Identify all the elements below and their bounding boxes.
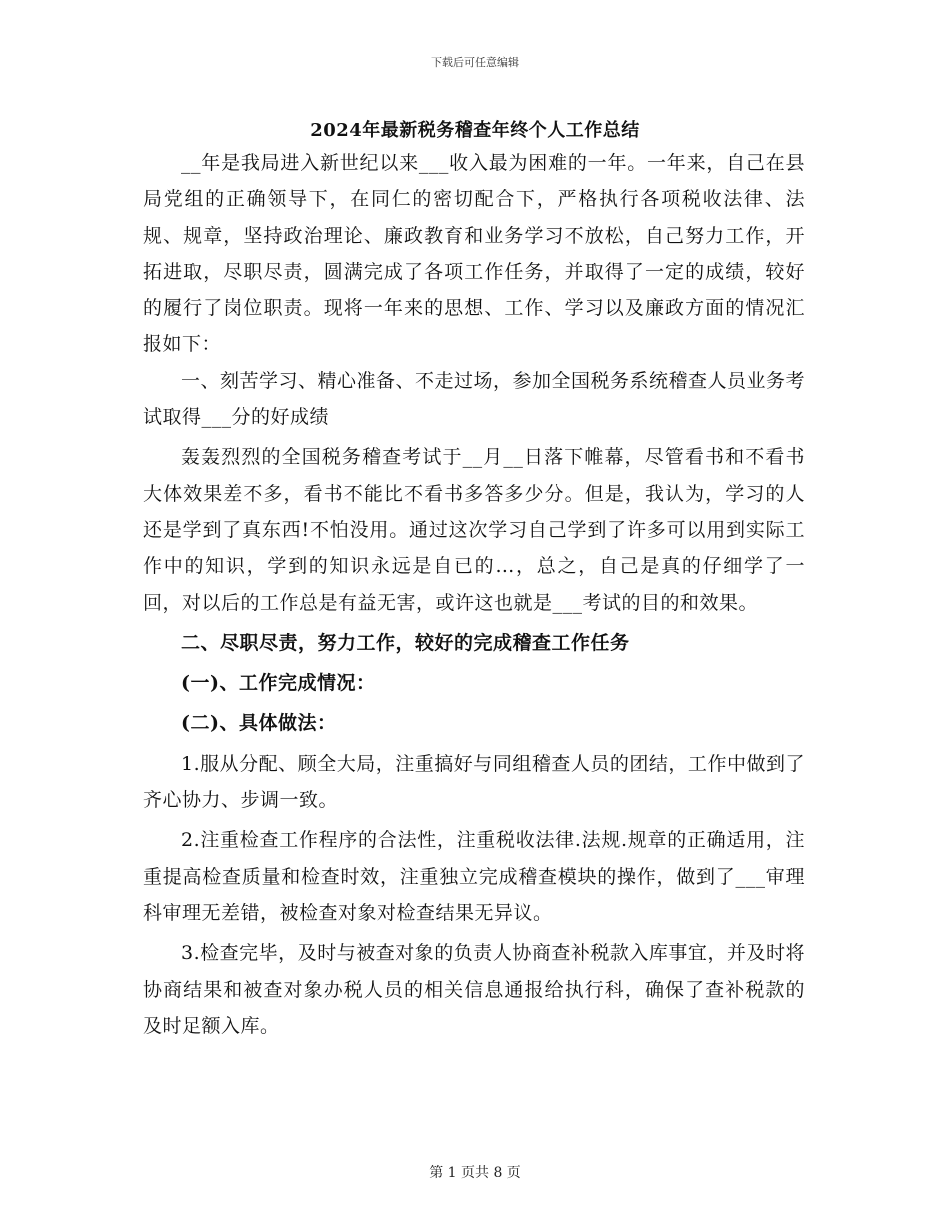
list-item: 2.注重检查工作程序的合法性，注重税收法律.法规.规章的正确适用，注重提高检查质量和检查时效，注重独立完成稽查模块的操作，做到了___审理科审理无差错，被检查对象对检查结果无异议。 (143, 829, 805, 924)
page-number-footer: 第 1 页共 8 页 (429, 1165, 521, 1181)
subsection-completion-heading: (一)、工作完成情况： (181, 672, 376, 695)
page-header: 下载后可任意编辑 (431, 56, 519, 69)
exam-paragraph: 轰轰烈烈的全国税务稽查考试于__月__日落下帷幕，尽管看书和不看书大体效果差不多，看书不能比不看书多答多少分。但是，我认为，学习的人还是学到了真东西!不怕没用。通过这次学习自己学到了许多可以用到实际工作中的知识，学到的知识永远是自已的…，总之，自己是真的仔细学了一回，对以后的工作总是有益无害，或许这也就是___考试的目的和效果。 (143, 446, 805, 614)
list-item: 3.检查完毕，及时与被查对象的负责人协商查补税款入库事宜，并及时将协商结果和被查对象办税人员的相关信息通报给执行科，确保了查补税款的及时足额入库。 (143, 942, 805, 1037)
subsection-methods-heading: (二)、具体做法： (181, 712, 337, 735)
document-body (143, 145, 805, 1044)
section-two-heading: 二、尽职尽责，努力工作，较好的完成稽查工作任务 (181, 631, 630, 654)
document-title: 2024年最新税务稽查年终个人工作总结 (310, 120, 640, 141)
list-item: 1.服从分配、顾全大局，注重搞好与同组稽查人员的团结，工作中做到了齐心协力、步调一致。 (143, 752, 805, 812)
intro-paragraph: __年是我局进入新世纪以来___收入最为困难的一年。一年来，自己在县局党组的正确领导下，在同仁的密切配合下，严格执行各项税收法律、法规、规章，坚持政治理论、廉政教育和业务学习不放松，自己努力工作，开拓进取，尽职尽责，圆满完成了各项工作任务，并取得了一定的成绩，较好的履行了岗位职责。现将一年来的思想、工作、学习以及廉政方面的情况汇报如下： (143, 152, 805, 356)
section-one-heading: 一、刻苦学习、精心准备、不走过场，参加全国税务系统稽查人员业务考试取得___分的好成绩 (143, 369, 806, 429)
